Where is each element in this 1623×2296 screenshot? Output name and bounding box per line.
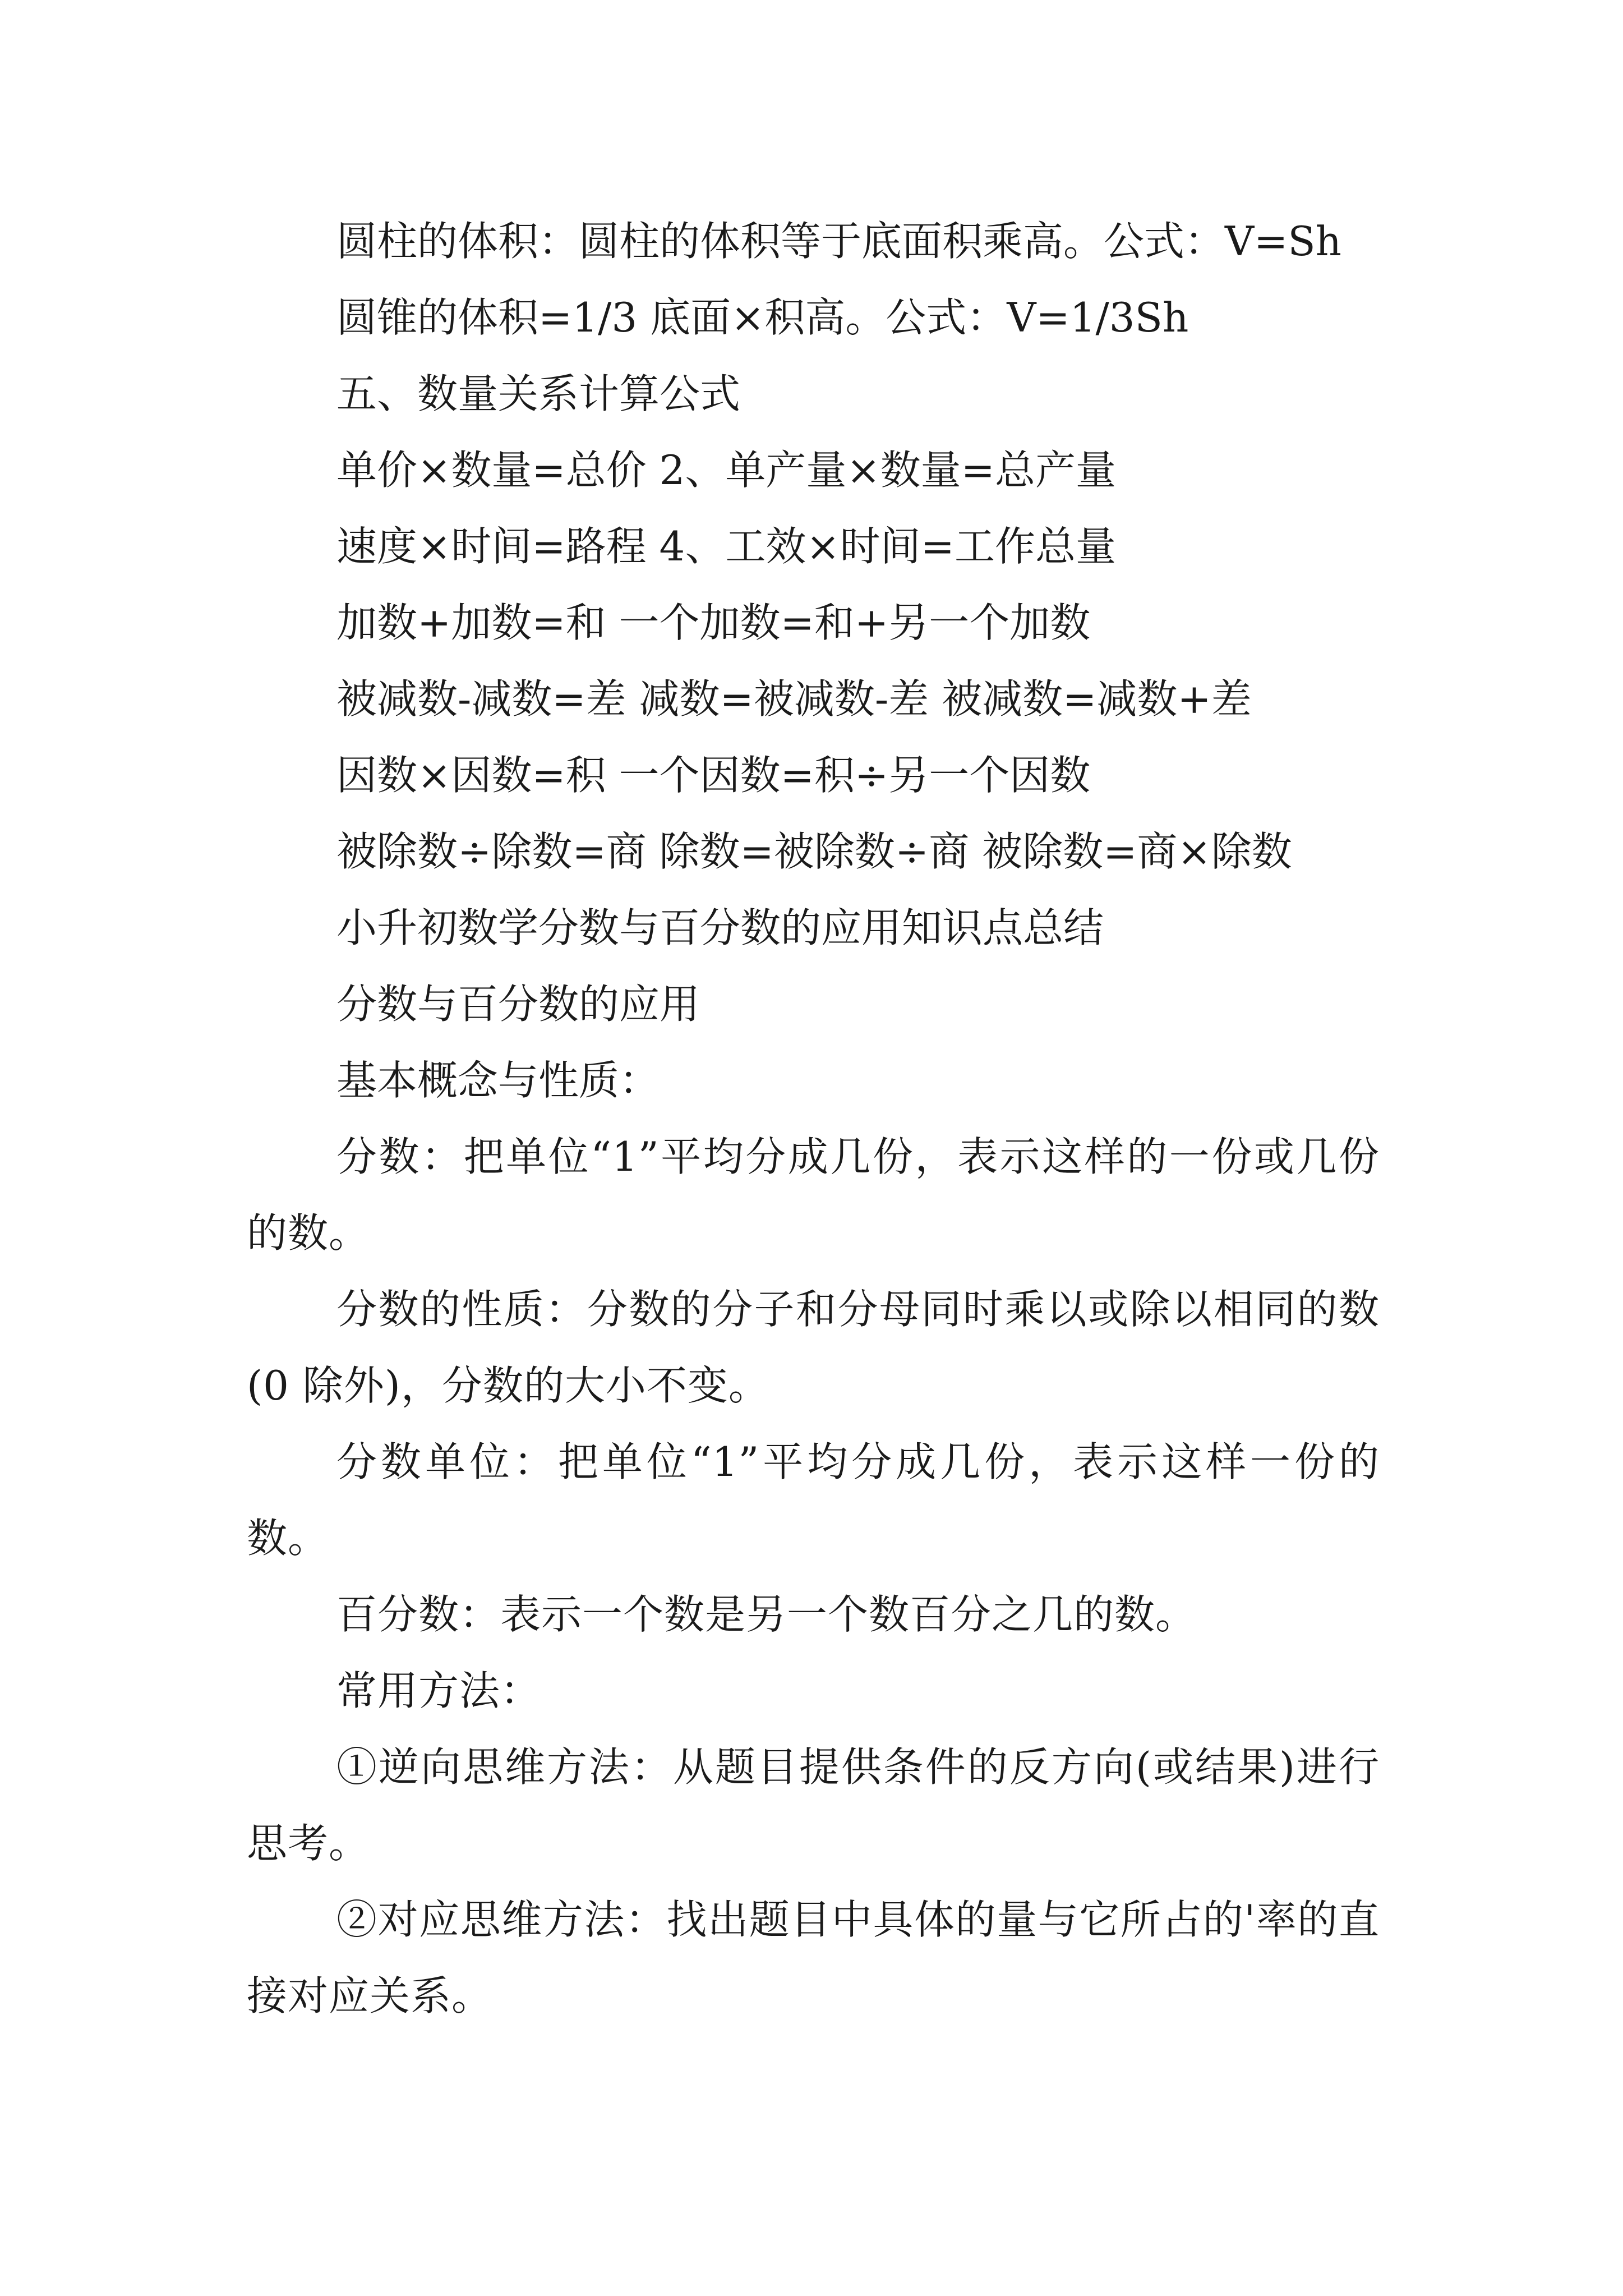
paragraph-common-methods: 常用方法： <box>336 1667 542 1714</box>
paragraph-percentage: 百分数：表示一个数是另一个数百分之几的数。 <box>336 1591 1197 1638</box>
subheading-fractions-application: 分数与百分数的应用 <box>336 981 700 1028</box>
paragraph-fraction-definition: 分数：把单位“1”平均分成几份，表示这样的一份或几份的数。 <box>247 1133 1380 1257</box>
paragraph-fraction-unit: 分数单位：把单位“1”平均分成几份，表示这样一份的数。 <box>247 1438 1380 1562</box>
text-line-unit-price: 单价×数量=总价 2、单产量×数量=总产量 <box>336 447 1117 494</box>
paragraph-fraction-property: 分数的性质：分数的分子和分母同时乘以或除以相同的数(0 除外)，分数的大小不变。 <box>247 1286 1380 1409</box>
text-line-division: 被除数÷除数=商 除数=被除数÷商 被除数=商×除数 <box>336 828 1292 875</box>
section-heading-quantity-relations: 五、数量关系计算公式 <box>336 370 741 417</box>
paragraph-reverse-thinking: ①逆向思维方法：从题目提供条件的反方向(或结果)进行思考。 <box>247 1743 1380 1867</box>
subheading-basic-concepts: 基本概念与性质： <box>336 1057 660 1104</box>
text-line-multiplication: 因数×因数=积 一个因数=积÷另一个因数 <box>336 752 1091 799</box>
document-body <box>247 203 1380 2034</box>
text-line-cone-volume: 圆锥的体积=1/3 底面×积高。公式：V=1/3Sh <box>336 294 1189 341</box>
section-heading-fractions-summary: 小升初数学分数与百分数的应用知识点总结 <box>336 904 1104 951</box>
text-line-speed-time: 速度×时间=路程 4、工效×时间=工作总量 <box>336 523 1117 570</box>
text-line-cylinder-volume: 圆柱的体积：圆柱的体积等于底面积乘高。公式：V=Sh <box>336 218 1342 265</box>
text-line-addition: 加数+加数=和 一个加数=和+另一个加数 <box>336 599 1091 646</box>
text-line-subtraction: 被减数-减数=差 减数=被减数-差 被减数=减数+差 <box>336 675 1252 723</box>
paragraph-correspondence-thinking: ②对应思维方法：找出题目中具体的量与它所占的'率的直接对应关系。 <box>247 1896 1380 2019</box>
